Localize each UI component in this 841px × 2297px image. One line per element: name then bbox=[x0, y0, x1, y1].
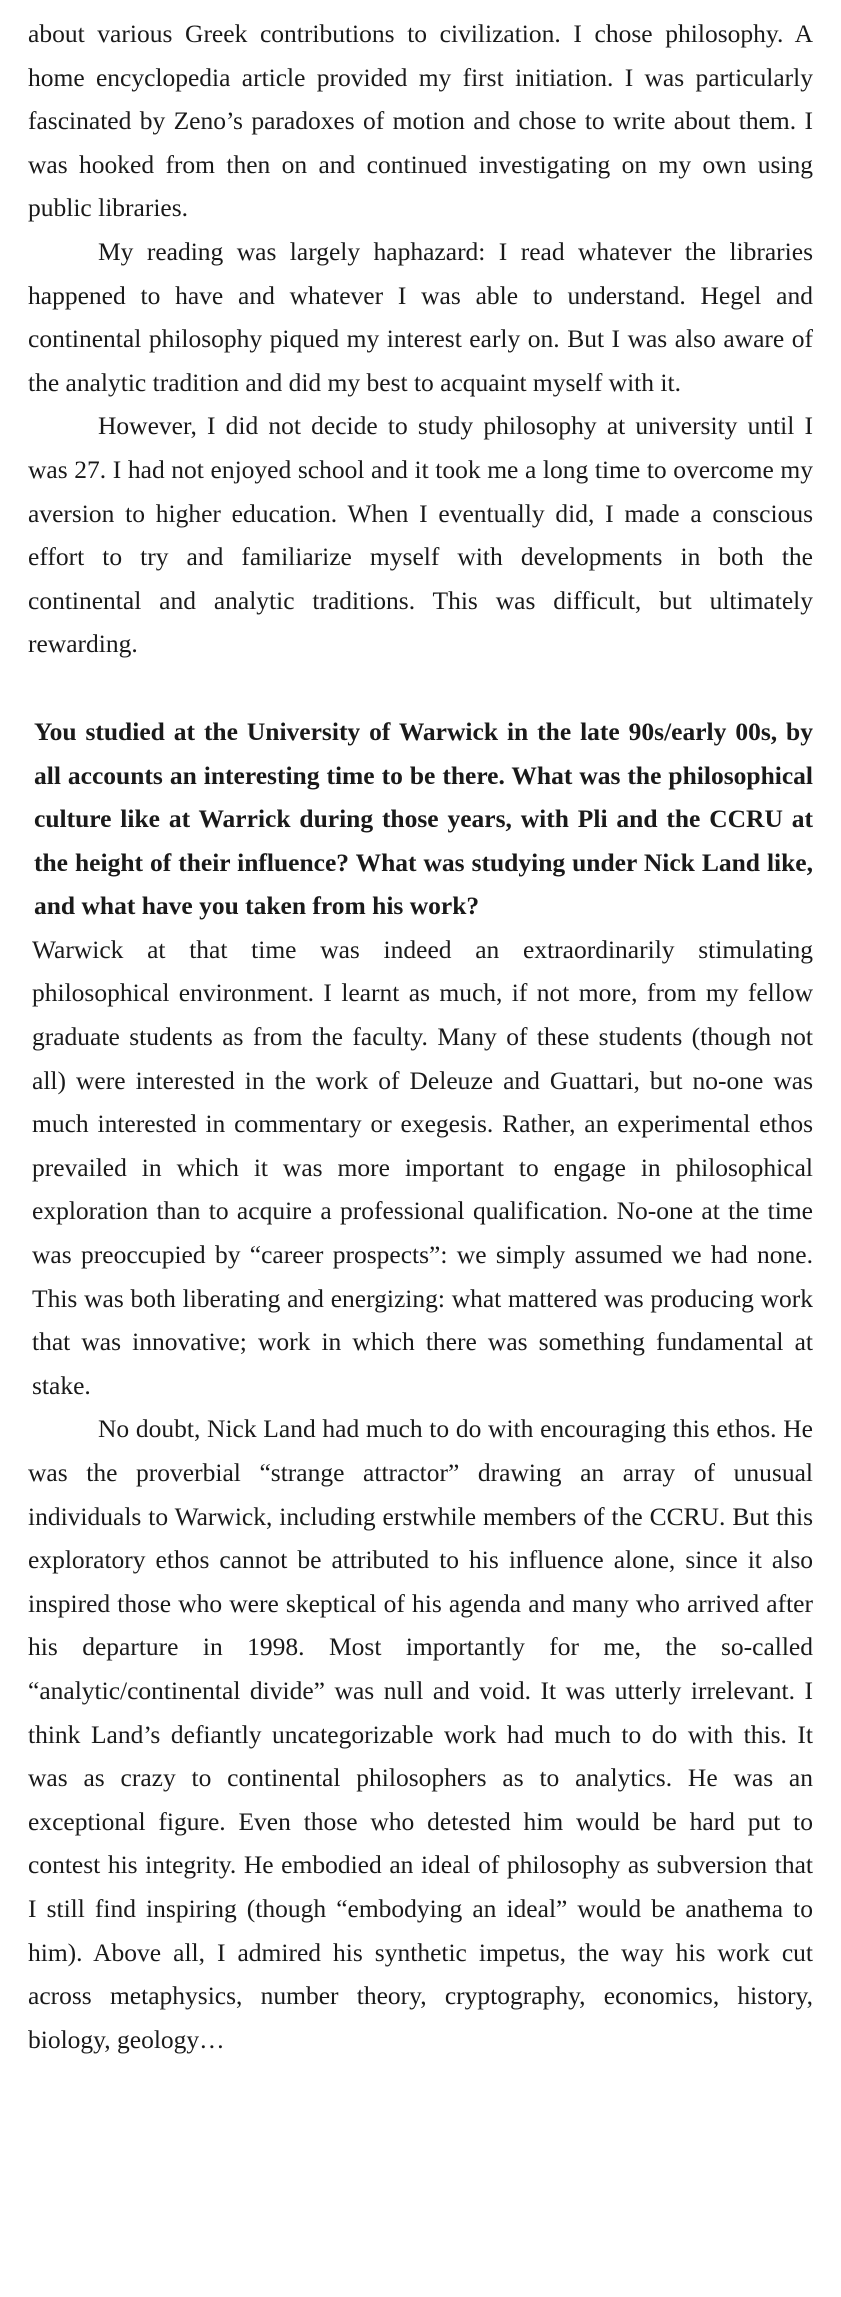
answer-paragraph-2: No doubt, Nick Land had much to do with encouraging this ethos. He was the proverbial “strange attractor” drawing an array of unusual individuals to Warwick, including erstwhile members of the CCRU. But this exploratory ethos cannot be attributed to his influence alone, since it also inspired those who were skeptical of his agenda and many who arrived after his departure in 1998. Most importantly for me, the so-called “analytic/continental divide” was null and void. It was utterly irrelevant. I think Land’s defiantly uncategorizable work had much to do with this. It was as crazy to continental philosophers as to analytics. He was an exceptional figure. Even those who detested him would be hard put to contest his integrity. He embodied an ideal of philosophy as subversion that I still find inspiring (though “embodying an ideal” would be anathema to him). Above all, I admired his synthetic impetus, the way his work cut across metaphysics, number theory, cryptography, economics, history, biology, geology… bbox=[28, 1414, 813, 2054]
intro-paragraph-2: My reading was largely haphazard: I read whatever the libraries happened to have and whatever I was able to understand. Hegel and continental philosophy piqued my interest early on. But I was also aware of the analytic tradition and did my best to acquaint myself with it. bbox=[28, 236, 813, 397]
answer-paragraph-1: Warwick at that time was indeed an extraordinarily stimulating philosophical environment. I learnt as much, if not more, from my fellow graduate students as from the faculty. Many of these students (though not all) were interested in the work of Deleuze and Guattari, but no-one was much interested in commentary or exegesis. Rather, an experimental ethos prevailed in which it was more important to engage in philosophical exploration than to acquire a professional qualification. No-one at the time was preoccupied by “career prospects”: we simply assumed we had none. This was both liberating and energizing: what mattered was producing work that was innovative; work in which there was something fundamental at stake. bbox=[32, 934, 813, 1400]
intro-paragraph-1: about various Greek contributions to civilization. I chose philosophy. A home encyclopedia article provided my first initiation. I was particularly fascinated by Zeno’s paradoxes of motion and chose to write about them. I was hooked from then on and continued investigating on my own using public libraries. bbox=[28, 19, 813, 223]
section-gap bbox=[28, 666, 813, 710]
intro-paragraph-3: However, I did not decide to study philosophy at university until I was 27. I had not enjoyed school and it took me a long time to overcome my aversion to higher education. When I eventually did, I made a conscious effort to try and familiarize myself with developments in both the continental and analytic traditions. This was difficult, but ultimately rewarding. bbox=[28, 411, 813, 659]
interview-question: You studied at the University of Warwick in the late 90s/early 00s, by all accounts an interesting time to be there. What was the philosophical culture like at Warrick during those years, with Pli and the CCRU at the height of their influence? What was studying under Nick Land like, and what have you taken from his work? bbox=[34, 716, 813, 921]
